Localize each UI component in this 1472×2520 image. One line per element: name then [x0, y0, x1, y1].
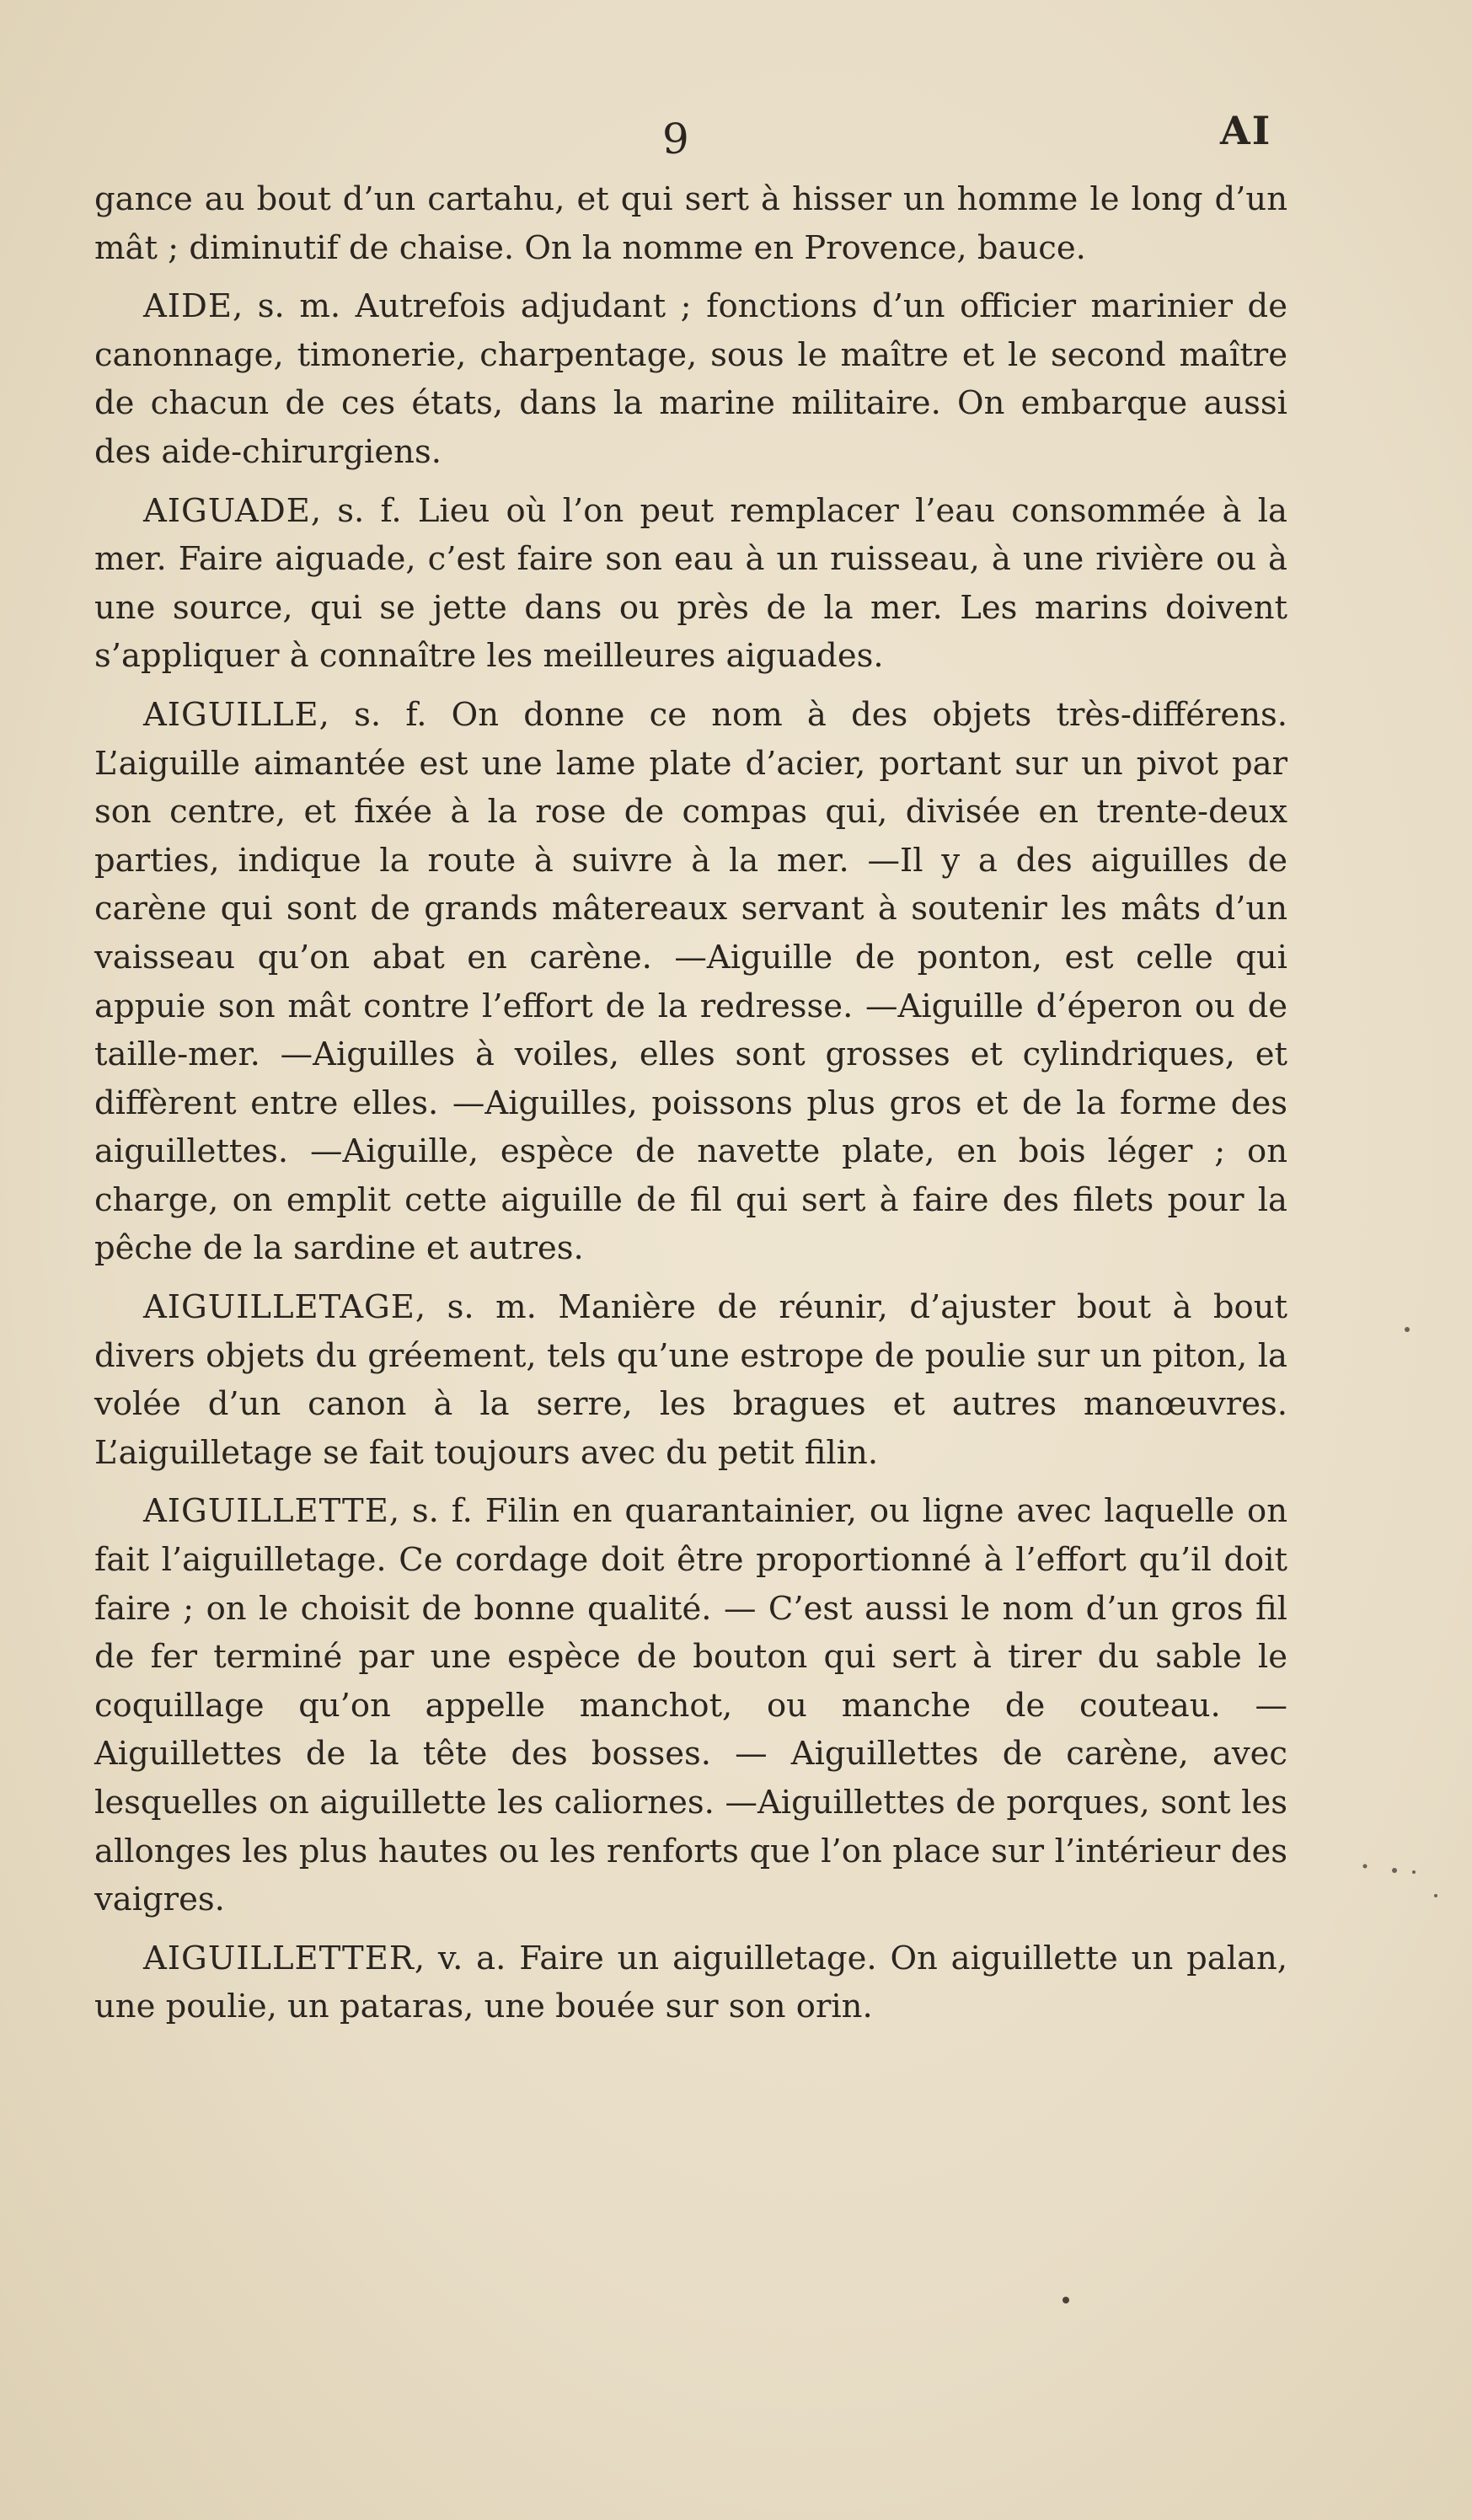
headword: AIGUILLETTE [143, 1492, 389, 1531]
headword: AIGUILLETTER [143, 1939, 415, 1977]
headword: AIGUADE [143, 491, 311, 530]
margin-specks [1348, 1314, 1449, 1955]
entry-aiguilletter [94, 1934, 1287, 2031]
paragraph-continuation [94, 175, 1287, 272]
headword: AIGUILLETAGE [143, 1288, 415, 1327]
entry-text: , s. m. Manière de réunir, d’ajuster bout à bout divers objets du gréement, tels qu’une estrope de poulie sur un piton, la volée d’un canon à la serre, les bragues et autres manœuvres. L’aiguilletage se fait toujours avec du petit filin. [94, 1288, 1287, 1472]
entry-aiguade [94, 487, 1287, 681]
headword: AIDE [143, 287, 233, 326]
running-head: AI [1220, 108, 1272, 153]
headword: AIGUILLE [143, 695, 319, 734]
entry-aiguillette [94, 1487, 1287, 1923]
entry-aiguilletage [94, 1283, 1287, 1477]
bottom-speck [1057, 2292, 1074, 2309]
entry-text: , s. f. Lieu où l’on peut remplacer l’eau consommée à la mer. Faire aiguade, c’est faire son eau à un ruisseau, à une rivière ou à une source, qui se jette dans ou près de la mer. Les marins doivent s’appliquer à connaître les meilleures aiguades. [94, 491, 1287, 676]
entry-aide [94, 282, 1287, 476]
entry-text: , s. f. Filin en quarantainier, ou ligne avec laquelle on fait l’aiguilletage. Ce cordage doit être proportionné à l’effort qu’il doit faire ; on le choisit de bonne qualité. — C’est aussi le nom d’un gros fil de fer terminé par une espèce de bouton qui sert à tirer du sable le coquillage qu’on appelle manchot, ou manche de couteau. — Aiguillettes de la tête des bosses. — Aiguillettes de carène, avec lesquelles on aiguillette les caliornes. —Aiguillettes de porques, sont les allonges les plus hautes ou les renforts que l’on place sur l’intérieur des vaigres. [94, 1492, 1287, 1919]
entry-text: , s. m. Autrefois adjudant ; fonctions d’un officier marinier de canonnage, timonerie, charpentage, sous le maître et le second maître de chacun de ces états, dans la marine militaire. On embarque aussi des aide-chirurgiens. [94, 287, 1287, 471]
entry-text: , v. a. Faire un aiguilletage. On aiguillette un palan, une poulie, un pataras, une bouée sur son orin. [94, 1939, 1287, 2026]
page-number: 9 [662, 115, 690, 163]
paragraph-text: gance au bout d’un cartahu, et qui sert à hisser un homme le long d’un mât ; diminutif de chaise. On la nomme en Provence, bauce. [94, 180, 1287, 267]
entry-aiguille [94, 691, 1287, 1273]
page-body [94, 175, 1287, 2031]
entry-text: , s. f. On donne ce nom à des objets très-différens. L’aiguille aimantée est une lame plate d’acier, portant sur un pivot par son centre, et fixée à la rose de compas qui, divisée en trente-deux parties, indique la route à suivre à la mer. —Il y a des aiguilles de carène qui sont de grands mâtereaux servant à soutenir les mâts d’un vaisseau qu’on abat en carène. —Aiguille de ponton, est celle qui appuie son mât contre l’effort de la redresse. —Aiguille d’éperon ou de taille-mer. —Aiguilles à voiles, elles sont grosses et cylindriques, et diffèrent entre elles. —Aiguilles, poissons plus gros et de la forme des aiguillettes. —Aiguille, espèce de navette plate, en bois léger ; on charge, on emplit cette aiguille de fil qui sert à faire des filets pour la pêche de la sardine et autres. [94, 695, 1287, 1268]
